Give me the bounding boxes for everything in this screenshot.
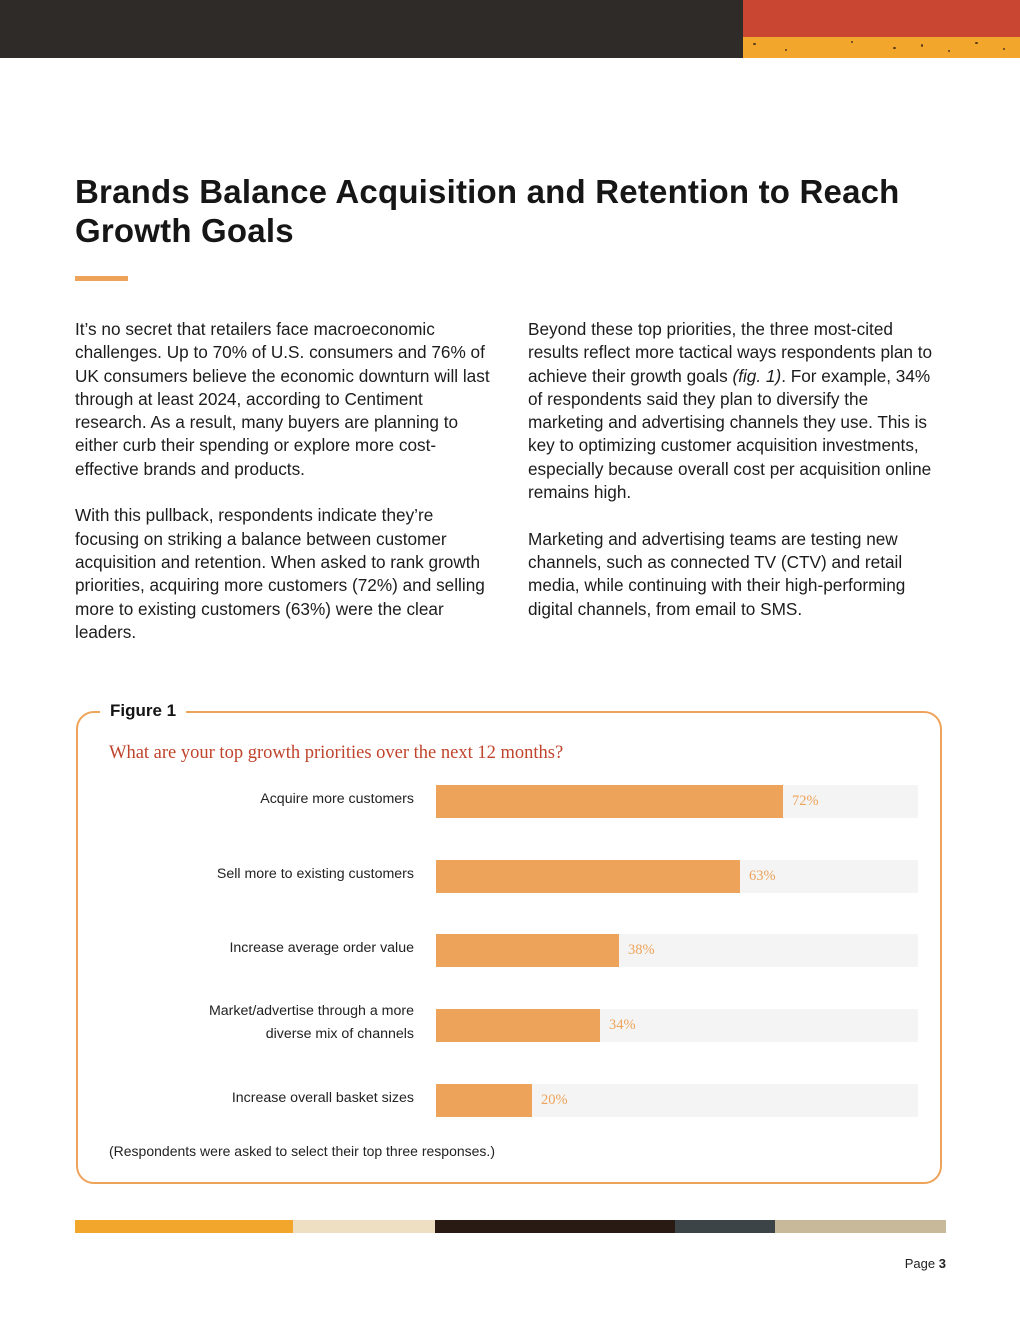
bar-value-label: 72% (792, 793, 819, 809)
body-paragraph: With this pullback, respondents indicate they’re focusing on striking a balance between customer acquisition and retention. When asked to rank growth priorities, acquiring more customers (72%) and selling more to existing customers (63%) were the clear leaders. (75, 505, 485, 642)
page-title: Brands Balance Acquisition and Retention to Reach Growth Goals (75, 173, 900, 249)
header-band-dark (0, 0, 743, 58)
figure-label: Figure 1 (100, 700, 186, 722)
bar-category-label-line: Increase overall basket sizes (231, 1089, 414, 1106)
bar-track (436, 785, 918, 818)
body-text: . For example, 34% of respondents said they plan to diversify the marketing and advertising channels they use. This is key to optimizing customer acquisition investments, especially because overall cost per acquisition online remains high. (528, 365, 932, 503)
bar-value-label: 34% (609, 1017, 636, 1033)
bar-category-label-line: Sell more to existing customers (216, 865, 414, 882)
bar (436, 1084, 532, 1117)
body-paragraph: Marketing and advertising teams are testing new channels, such as connected TV (CTV) and retail media, while continuing with their high-performing digital channels, from email to SMS. (528, 528, 906, 619)
footer-decorative-strip (75, 1220, 946, 1233)
chart-title: What are your top growth priorities over the next 12 months? (109, 743, 564, 763)
bar (436, 1009, 600, 1042)
figure-footnote: (Respondents were asked to select their top three responses.) (109, 1143, 495, 1159)
body-paragraph: It’s no secret that retailers face macroeconomic challenges. Up to 70% of U.S. consumers and 76% of UK consumers believe the economic downturn will last through at least 2024, according to Centiment research. As a result, many buyers are planning to either curb their spending or explore more cost-effective brands and products. (75, 319, 490, 479)
bar-category-label (154, 1087, 414, 1110)
bar-track (436, 1009, 918, 1042)
header-band-yellow (743, 37, 1020, 58)
bar-track (436, 860, 918, 893)
bar-category-label (154, 1000, 414, 1046)
bar-value-label: 20% (541, 1092, 568, 1108)
bar-category-label-line: Acquire more customers (260, 790, 414, 807)
bar-track (436, 1084, 918, 1117)
page-number (905, 1256, 946, 1271)
bar-value-label: 63% (749, 868, 776, 884)
bar-track (436, 934, 918, 967)
bar-category-label-line: diverse mix of channels (265, 1026, 414, 1042)
body-paragraph (528, 318, 948, 504)
bar-value-label: 38% (628, 942, 655, 958)
bar-category-label-line: Increase average order value (229, 939, 414, 956)
page-number-value: 3 (938, 1256, 946, 1271)
page-label: Page (904, 1256, 936, 1271)
bar (436, 860, 740, 893)
bar (436, 785, 783, 818)
body-text: Beyond these top priorities, the three most-cited results reflect more tactical ways respondents plan to achieve their growth goals (528, 319, 933, 386)
bar-category-label (154, 863, 414, 886)
title-underline (75, 276, 128, 281)
bar-category-label (154, 937, 414, 960)
bar-category-label-line: Market/advertise through a more (208, 1003, 414, 1019)
figure-reference: (fig. 1) (732, 365, 782, 386)
header-band-red (743, 0, 1020, 37)
body-column-right (528, 318, 948, 644)
body-column-left (75, 318, 495, 667)
bar-category-label (154, 788, 414, 811)
bar (436, 934, 619, 967)
